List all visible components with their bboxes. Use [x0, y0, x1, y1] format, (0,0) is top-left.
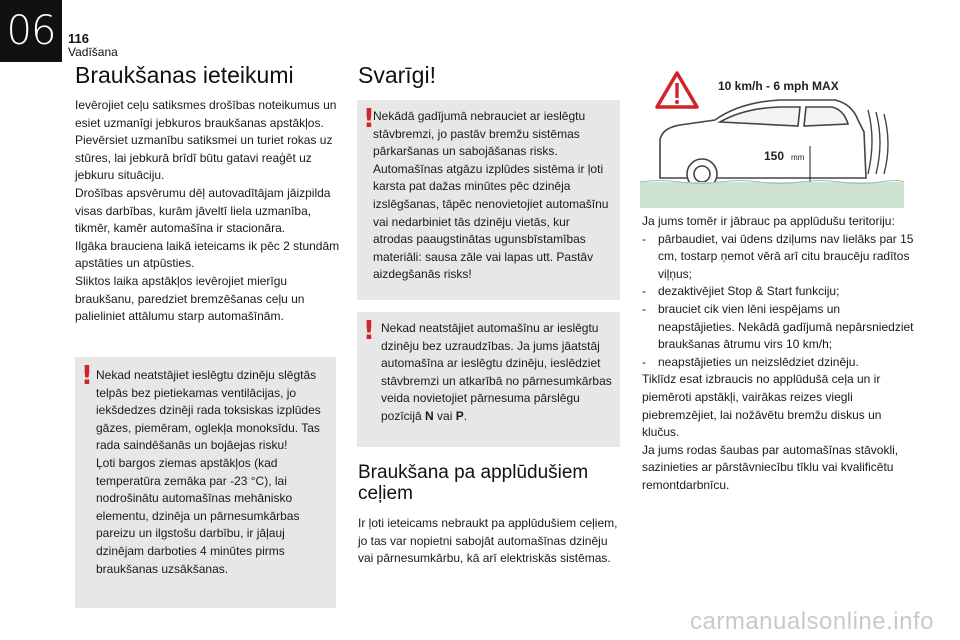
flooded-roads-text: Ir ļoti ieteicams nebraukt pa applūdušiem ceļiem, jo tas var nopietni sabojāt automašīnas dzinēju vai pārnesumkārbu, kā arī elektriskās sistēmas.	[358, 516, 618, 566]
important-title: Svarīgi!	[358, 62, 436, 88]
paragraph: Ilgāka brauciena laikā ieteicams ik pēc 2 stundām apstāties un atpūsties.	[75, 238, 340, 271]
warning-box-ventilation	[75, 357, 336, 608]
warning-text-part: .	[463, 408, 468, 423]
depth-unit: mm	[791, 153, 805, 162]
warning-box-parking-brake	[357, 100, 620, 300]
list-item: - pārbaudiet, vai ūdens dziļums nav lielāks par 15 cm, tostarp ņemot vērā arī citu braucēju radītos viļņus;	[642, 231, 917, 284]
warning-text: Nekad neatstājiet ieslēgtu dzinēju slēgtās telpās bez pietiekamas ventilācijas, jo iekšdedzes dzinēji rada toksiskas izplūdes gāzes, piemēram, oglekļa monoksīdu. Tas rada saindēšanās un bojāejas risku!	[96, 368, 321, 453]
depth-value: 150	[764, 149, 785, 163]
page-number: 116	[68, 31, 89, 46]
warning-mark-icon: !	[363, 316, 375, 346]
paragraph: Drošības apsvērumu dēļ autovadītājam jāizpilda visas darbības, kurām jāveltī liela uzmanība, tikmēr, kamēr automašīna ir stacionāra.	[75, 185, 331, 236]
flooded-roads-instructions	[642, 213, 917, 495]
warning-text-part: Nekad neatstājiet automašīnu ar ieslēgtu dzinēju bez uzraudzības. Ja jums jāatstāj automašīna ar ieslēgtu dzinēju, ieslēdziet stāvbremzi un atkarībā no pārnesumkārbas veida novietojiet pārnesuma pārslēgu pozīcijā	[381, 321, 612, 423]
driving-tips-title: Braukšanas ieteikumi	[75, 62, 294, 88]
warning-text: Ļoti bargos ziemas apstākļos (kad temperatūra zemāka par -23 °C), lai nodrošinātu automašīnas mehānisko elementu, dzinēja un pārnesumkārbas pareizu un ilgstošu darbību, ir jāļauj dzinējam darboties 4 minūtes pirms braukšanas uzsākšanas.	[96, 455, 300, 576]
gear-p-label: P	[455, 408, 464, 423]
warning-mark-icon: !	[81, 361, 93, 391]
gear-n-label: N	[425, 408, 434, 423]
list-item: - brauciet cik vien lēni iespējams un neapstājieties. Nekādā gadījumā nepārsniedziet braukšanas ātrumu virs 10 km/h;	[642, 301, 917, 354]
paragraph: Sliktos laika apstākļos ievērojiet mierīgu braukšanu, paredziet bremzēšanas ceļu un palieliniet attālumu starp automašīnām.	[75, 273, 305, 324]
list-item-text: neapstājieties un neizslēdziet dzinēju.	[658, 354, 859, 369]
warning-text	[381, 320, 613, 426]
section-name: Vadīšana	[68, 45, 118, 59]
closing-text: Ja jums rodas šaubas par automašīnas stāvokli, sazinieties ar pārstāvniecību tīklu vai kvalificētu remontdarbnīcu.	[642, 442, 899, 492]
driving-tips-text	[75, 97, 340, 326]
after-text: Tiklīdz esat izbraucis no applūdušā ceļa un ir piemēroti apstākļi, vairākas reizes viegli piebremzējiet, lai nožāvētu bremžu diskus un klučus.	[642, 372, 882, 440]
flooded-car-illustration	[640, 70, 904, 208]
intro-text: Ja jums tomēr ir jābrauc pa applūdušu teritoriju:	[642, 214, 895, 228]
list-item: - dezaktivējiet Stop & Start funkciju;	[642, 283, 917, 301]
warning-text-part: vai	[433, 408, 456, 423]
motion-lines	[868, 110, 888, 174]
flooded-roads-title: Braukšana pa applūdušiem ceļiem	[358, 462, 589, 504]
paragraph: Ievērojiet ceļu satiksmes drošības noteikumus un esiet uzmanīgi jebkuros braukšanas apstākļos.	[75, 98, 337, 130]
list-item-text: pārbaudiet, vai ūdens dziļums nav lielāks par 15 cm, tostarp ņemot vērā arī citu braucēju radītos viļņus;	[658, 231, 914, 281]
car-silhouette	[660, 100, 866, 189]
warning-text: Nekādā gadījumā nebrauciet ar ieslēgtu stāvbremzi, jo pastāv bremžu sistēmas pārkaršanas un sabojāšanas risks. Automašīnas atgāzu izplūdes sistēma ir ļoti karsta pat dažas minūtes pēc dzinēja izslēgšanas, tāpēc nenovietojiet automašīnu vai nedarbiniet tās dzinēju vietās, kur atrodas paaugstinātas ugunsbīstamības materiāli: sausa zāle vai lapas utt. Pastāv aizdegšanās risks!	[373, 109, 609, 282]
warning-triangle-icon	[657, 73, 697, 107]
water-surface	[640, 182, 904, 208]
chapter-tab: 06	[0, 0, 62, 62]
list-item-text: dezaktivējiet Stop & Start funkciju;	[658, 284, 840, 299]
warning-mark-icon: !	[363, 104, 375, 134]
list-item: - neapstājieties un neizslēdziet dzinēju.	[642, 354, 917, 372]
list-item-text: brauciet cik vien lēni iespējams un neapstājieties. Nekādā gadījumā nepārsniedziet braukšanas ātrumu virs 10 km/h;	[658, 301, 914, 352]
speed-limit-label: 10 km/h - 6 mph MAX	[718, 79, 839, 93]
warning-box-unattended	[357, 312, 620, 447]
paragraph: Pievērsiet uzmanību satiksmei un turiet rokas uz stūres, lai jebkurā brīdī būtu gatavi reaģēt uz jebkuru situāciju.	[75, 133, 333, 183]
watermark: carmanualsonline.info	[690, 608, 934, 635]
